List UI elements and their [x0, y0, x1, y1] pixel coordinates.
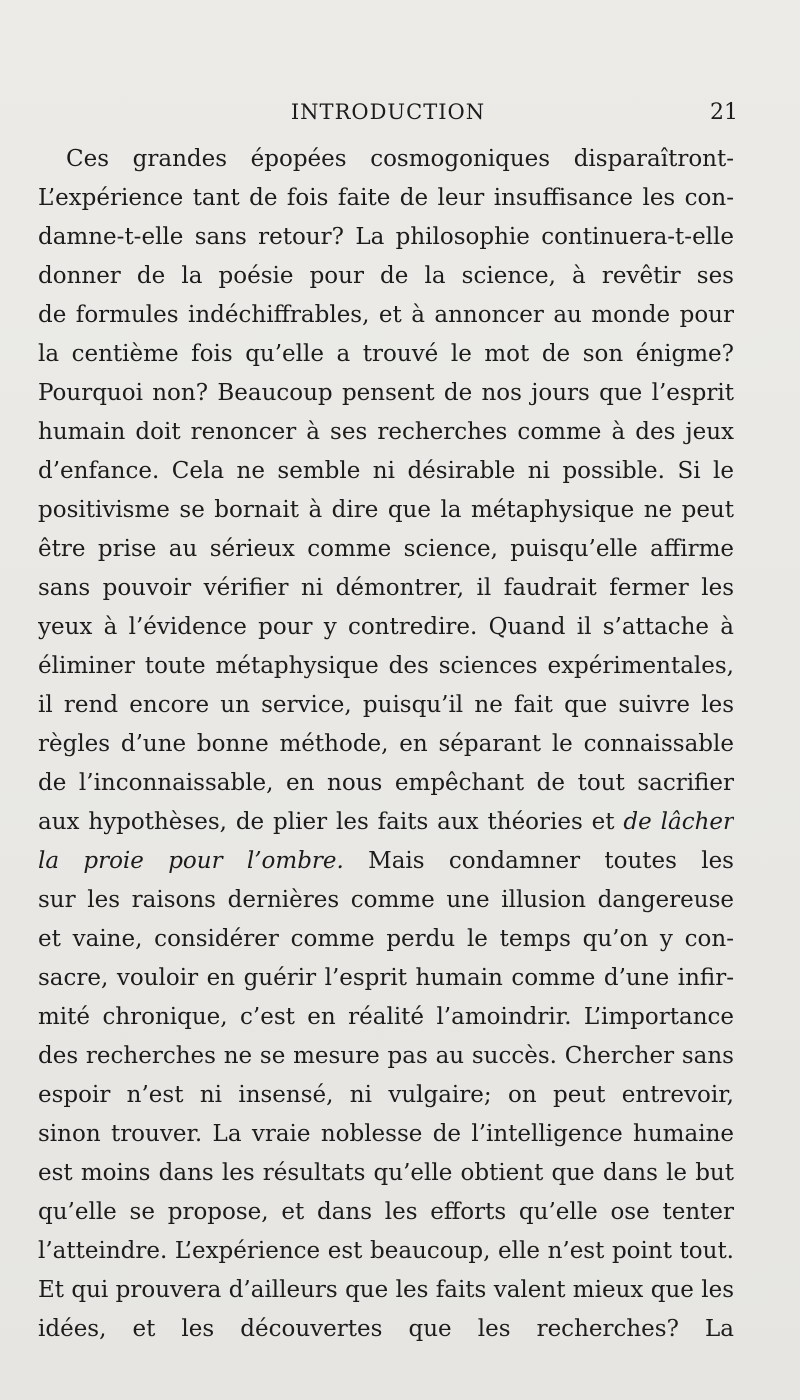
text-line: sacre, vouloir en guérir l’esprit humain comme d’une infir- — [38, 965, 734, 991]
text-line: idées, et les découvertes que les recherches? La — [38, 1316, 734, 1342]
text-line: il rend encore un service, puisqu’il ne fait que suivre les — [38, 692, 734, 718]
text-line: et vaine, considérer comme perdu le temps qu’on y con- — [38, 926, 734, 952]
text-line: qu’elle se propose, et dans les efforts qu’elle ose tenter — [38, 1199, 734, 1225]
text-line: Et qui prouvera d’ailleurs que les faits valent mieux que les — [38, 1277, 734, 1303]
text-line: positivisme se bornait à dire que la métaphysique ne peut — [38, 497, 734, 523]
body-text — [38, 140, 734, 1349]
text-line: la centième fois qu’elle a trouvé le mot de son énigme? — [38, 341, 734, 367]
text-line: de formules indéchiffrables, et à annoncer au monde pour — [38, 302, 734, 328]
page-number: 21 — [710, 100, 738, 125]
text-line: de l’inconnaissable, en nous empêchant de tout sacrifier — [38, 770, 734, 796]
text-line: éliminer toute métaphysique des sciences expérimentales, — [38, 653, 734, 679]
text-line: Ces grandes épopées cosmogoniques disparaîtront- — [66, 146, 734, 172]
text-line: damne-t-elle sans retour? La philosophie continuera-t-elle — [38, 224, 734, 250]
text-line: des recherches ne se mesure pas au succès. Chercher sans — [38, 1043, 734, 1069]
text-line: règles d’une bonne méthode, en séparant le connaissable — [38, 731, 734, 757]
text-line: Pourquoi non? Beaucoup pensent de nos jours que l’esprit — [38, 380, 734, 406]
text-line: est moins dans les résultats qu’elle obtient que dans le but — [38, 1160, 734, 1186]
text-line: d’enfance. Cela ne semble ni désirable ni possible. Si le — [38, 458, 734, 484]
text-line: sinon trouver. La vraie noblesse de l’intelligence humaine — [38, 1121, 734, 1147]
text-line: L’expérience tant de fois faite de leur insuffisance les con- — [38, 185, 734, 211]
text-line: humain doit renoncer à ses recherches comme à des jeux — [38, 419, 734, 445]
text-line: sans pouvoir vérifier ni démontrer, il faudrait fermer les — [38, 575, 734, 601]
text-line: espoir n’est ni insensé, ni vulgaire; on peut entrevoir, — [38, 1082, 734, 1108]
text-line: donner de la poésie pour de la science, à revêtir ses — [38, 263, 734, 289]
text-line: être prise au sérieux comme science, puisqu’elle affirme — [38, 536, 734, 562]
text-line: la proie pour l’ombre. Mais condamner toutes les — [38, 848, 734, 874]
text-line: aux hypothèses, de plier les faits aux théories et de lâcher — [38, 809, 734, 835]
text-line: l’atteindre. L’expérience est beaucoup, elle n’est point tout. — [38, 1238, 734, 1264]
text-line: sur les raisons dernières comme une illusion dangereuse — [38, 887, 734, 913]
running-title: INTRODUCTION — [290, 100, 486, 124]
text-line: mité chronique, c’est en réalité l’amoindrir. L’importance — [38, 1004, 734, 1030]
italic-phrase: la proie pour l’ombre. — [38, 848, 344, 874]
running-head — [38, 100, 738, 130]
italic-phrase: de lâcher — [623, 809, 734, 835]
text-line: yeux à l’évidence pour y contredire. Quand il s’attache à — [38, 614, 734, 640]
